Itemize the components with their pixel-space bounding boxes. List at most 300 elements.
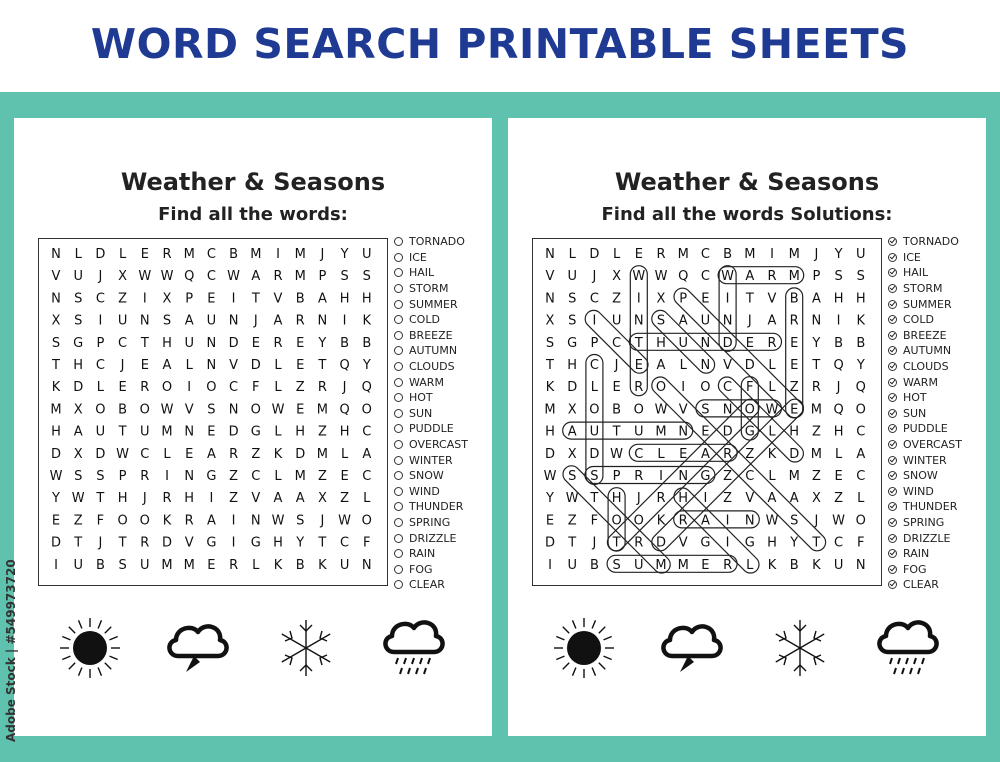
grid-letter: U — [700, 313, 711, 329]
word-item — [888, 484, 984, 500]
grid-letter: H — [117, 491, 128, 507]
circle-icon — [394, 378, 403, 387]
grid-letter: R — [273, 269, 283, 285]
grid-letter: B — [295, 291, 305, 307]
grid-letter: V — [184, 402, 194, 418]
grid-letter: J — [747, 313, 752, 329]
grid-letter: W — [543, 469, 557, 484]
grid-letter: T — [568, 535, 577, 551]
word-item — [394, 234, 490, 250]
word-label: HOT — [903, 391, 927, 405]
grid-letter: M — [316, 402, 329, 418]
word-label: CLOUDS — [409, 360, 455, 374]
grid-letter: B — [118, 402, 128, 418]
grid-letter: J — [320, 513, 325, 529]
grid-letter: C — [634, 446, 644, 462]
grid-letter: J — [342, 380, 347, 396]
word-label: WIND — [903, 484, 934, 498]
grid-letter: L — [768, 469, 776, 484]
grid-letter: R — [656, 491, 666, 507]
grid-letter: C — [140, 446, 150, 462]
grid-letter: C — [700, 269, 710, 285]
circle-icon — [394, 409, 403, 418]
grid-letter: E — [745, 335, 754, 351]
grid-letter: E — [251, 335, 260, 351]
grid-letter: S — [51, 335, 61, 351]
grid-letter: N — [633, 313, 644, 329]
grid-letter: Y — [812, 335, 821, 351]
grid-letter: I — [592, 313, 597, 329]
word-label: RAIN — [409, 547, 436, 561]
word-label: WARM — [409, 375, 444, 389]
circle-icon — [394, 580, 403, 589]
rain-cloud-icon — [380, 616, 446, 682]
grid-letter: M — [161, 557, 173, 573]
grid-letter: Z — [811, 469, 821, 484]
grid-letter: L — [118, 247, 127, 262]
checked-circle-icon — [888, 253, 897, 262]
grid-letter: L — [612, 247, 621, 262]
grid-letter: I — [770, 247, 774, 262]
grid-letter: R — [723, 446, 733, 462]
grid-letter: O — [655, 380, 667, 396]
grid-letter: B — [789, 557, 799, 573]
grid-letter: I — [725, 291, 730, 307]
word-label: DRIZZLE — [409, 531, 457, 545]
word-item — [888, 577, 984, 593]
grid-letter: P — [679, 291, 688, 307]
grid-letter: N — [250, 513, 261, 529]
grid-letter: N — [855, 557, 866, 573]
checked-circle-icon — [888, 534, 897, 543]
grid-letter: R — [162, 247, 172, 262]
word-label: SUMMER — [903, 297, 952, 311]
checked-circle-icon — [888, 300, 897, 309]
grid-letter: S — [834, 269, 843, 285]
grid-letter: C — [340, 535, 350, 551]
word-item — [394, 561, 490, 577]
grid-letter: C — [612, 335, 622, 351]
grid-letter: N — [228, 313, 239, 329]
grid-letter: V — [51, 269, 61, 285]
grid-letter: U — [339, 557, 350, 573]
grid-letter: D — [295, 446, 306, 462]
circle-icon — [394, 300, 403, 309]
grid-letter: U — [95, 424, 106, 440]
page-title: WORD SEARCH PRINTABLE SHEETS — [90, 20, 910, 68]
grid-letter: Z — [723, 469, 733, 484]
word-label: HAIL — [903, 266, 929, 280]
grid-letter: W — [654, 269, 668, 285]
grid-letter: N — [722, 313, 733, 329]
grid-letter: U — [856, 247, 866, 262]
word-label: AUTUMN — [409, 344, 458, 358]
grid-letter: N — [184, 469, 195, 484]
word-item — [394, 468, 490, 484]
word-label: PUDDLE — [409, 422, 454, 436]
grid-letter: G — [700, 469, 711, 484]
grid-letter: T — [745, 291, 754, 307]
word-label: SNOW — [903, 469, 938, 483]
word-item — [394, 452, 490, 468]
grid-letter: D — [744, 358, 755, 373]
grid-letter: H — [273, 535, 283, 551]
grid-letter: W — [765, 513, 779, 529]
grid-letter: D — [50, 446, 62, 462]
solution-highlight — [670, 285, 806, 421]
grid-letter: H — [567, 358, 578, 373]
word-item — [888, 234, 984, 250]
grid-letter: W — [138, 269, 152, 285]
grid-letter: R — [295, 313, 305, 329]
word-label: SNOW — [409, 469, 444, 483]
grid-letter: Q — [678, 269, 689, 285]
checked-circle-icon — [888, 518, 897, 527]
grid-letter: A — [206, 513, 216, 529]
grid-letter: C — [589, 358, 599, 373]
grid-letter: L — [163, 446, 171, 462]
grid-letter: H — [855, 291, 866, 307]
word-item — [394, 484, 490, 500]
circle-icon — [394, 315, 403, 324]
grid-letter: I — [836, 313, 841, 329]
grid-letter: C — [206, 247, 216, 262]
grid-letter: H — [184, 491, 195, 507]
grid-letter: J — [614, 358, 619, 373]
grid-letter: T — [96, 491, 105, 507]
grid-letter: B — [834, 335, 844, 351]
grid-letter: S — [340, 269, 349, 285]
word-item — [888, 406, 984, 422]
grid-letter: W — [160, 269, 174, 285]
grid-letter: Y — [318, 335, 327, 351]
grid-letter: U — [833, 557, 844, 573]
grid-letter: R — [811, 380, 821, 396]
grid-letter: L — [679, 358, 687, 373]
grid-letter: D — [544, 446, 556, 462]
grid-letter: B — [856, 335, 866, 351]
grid-letter: X — [567, 446, 577, 462]
grid-letter: J — [814, 247, 819, 262]
grid-letter: L — [834, 446, 843, 462]
grid-letter: A — [184, 313, 194, 329]
grid-letter: A — [162, 358, 172, 373]
grid-letter: O — [206, 380, 217, 396]
grid-letter: E — [118, 380, 127, 396]
checked-circle-icon — [888, 565, 897, 574]
grid-letter: A — [856, 446, 866, 462]
grid-letter: N — [700, 335, 711, 351]
grid-letter: D — [655, 535, 667, 551]
puzzle-sheet — [14, 118, 492, 736]
grid-letter: D — [589, 446, 600, 462]
grid-letter: W — [765, 402, 779, 418]
grid-letter: J — [592, 269, 597, 285]
grid-letter: O — [117, 513, 128, 529]
grid-letter: L — [657, 446, 665, 462]
word-item — [394, 577, 490, 593]
word-item — [394, 312, 490, 328]
grid-letter: W — [338, 513, 352, 529]
word-label: CLEAR — [903, 578, 939, 592]
word-item — [888, 343, 984, 359]
grid-letter: V — [678, 402, 688, 418]
word-item — [888, 359, 984, 375]
word-item — [888, 312, 984, 328]
grid-letter: M — [183, 557, 195, 573]
grid-letter: H — [51, 424, 61, 440]
grid-letter: J — [636, 491, 641, 507]
word-label: THUNDER — [409, 500, 464, 514]
grid-letter: E — [701, 557, 710, 573]
grid-letter: M — [183, 247, 195, 262]
grid-letter: O — [250, 402, 261, 418]
grid-letter: A — [273, 313, 283, 329]
grid-letter: L — [96, 380, 105, 396]
grid-letter: L — [857, 491, 865, 507]
word-item — [888, 328, 984, 344]
grid-letter: B — [295, 557, 305, 573]
grid-letter: S — [701, 402, 710, 418]
grid-letter: A — [295, 491, 305, 507]
grid-letter: W — [116, 446, 130, 462]
word-item — [394, 530, 490, 546]
grid-letter: C — [834, 535, 844, 551]
word-label: SUN — [903, 406, 927, 420]
grid-letter: M — [544, 402, 556, 418]
grid-letter: C — [251, 469, 261, 484]
grid-letter: E — [296, 335, 305, 351]
grid-letter: Z — [789, 380, 799, 396]
grid-letter: R — [656, 247, 666, 262]
rain-cloud-icon — [874, 616, 940, 682]
grid-letter: K — [273, 446, 283, 462]
grid-letter: H — [361, 291, 372, 307]
grid-letter: L — [252, 557, 260, 573]
grid-letter: I — [209, 491, 214, 507]
circle-icon — [394, 534, 403, 543]
grid-letter: F — [857, 535, 865, 551]
grid-letter: G — [250, 535, 261, 551]
grid-letter: L — [568, 247, 576, 262]
grid-letter: C — [362, 469, 372, 484]
checked-circle-icon — [888, 440, 897, 449]
grid-letter: H — [339, 424, 350, 440]
grid-letter: A — [206, 446, 216, 462]
word-item — [394, 515, 490, 531]
grid-letter: Q — [833, 402, 844, 418]
sheet-subtitle: Find all the words: — [158, 204, 348, 225]
grid-letter: P — [590, 335, 599, 351]
grid-letter: K — [767, 446, 777, 462]
grid-letter: S — [656, 313, 666, 329]
grid-letter: W — [632, 269, 646, 285]
grid-letter: T — [590, 491, 599, 507]
grid-letter: U — [634, 557, 644, 573]
word-label: SUMMER — [409, 297, 458, 311]
grid-letter: C — [589, 291, 599, 307]
grid-letter: U — [140, 424, 150, 440]
word-item — [888, 296, 984, 312]
grid-letter: Y — [856, 358, 865, 373]
sun-icon — [58, 616, 122, 680]
grid-letter: I — [681, 380, 686, 396]
word-item — [888, 530, 984, 546]
solution-grid-svg — [533, 239, 881, 585]
grid-letter: R — [162, 491, 172, 507]
word-label: PUDDLE — [903, 422, 948, 436]
word-item — [888, 421, 984, 437]
grid-letter: Z — [229, 491, 239, 507]
grid-letter: Z — [834, 491, 844, 507]
grid-letter: R — [317, 380, 327, 396]
grid-letter: D — [73, 380, 84, 396]
word-label: CLEAR — [409, 578, 445, 592]
circle-icon — [394, 268, 403, 277]
grid-letter: D — [161, 535, 173, 551]
grid-letter: B — [723, 247, 733, 262]
grid-letter: U — [140, 557, 150, 573]
grid-letter: G — [700, 535, 711, 551]
grid-letter: A — [811, 291, 821, 307]
circle-icon — [394, 284, 403, 293]
grid-letter: T — [251, 291, 260, 307]
grid-letter: U — [589, 424, 600, 440]
grid-letter: Z — [251, 446, 261, 462]
grid-letter: Z — [118, 291, 128, 307]
checked-circle-icon — [888, 378, 897, 387]
grid-letter: H — [73, 358, 84, 373]
grid-letter: G — [250, 424, 261, 440]
grid-letter: K — [812, 557, 821, 573]
grid-letter: U — [362, 247, 372, 262]
grid-letter: X — [612, 269, 622, 285]
grid-letter: M — [294, 269, 306, 285]
word-label: BREEZE — [409, 328, 453, 342]
word-label: COLD — [409, 313, 440, 327]
solution-highlight — [786, 288, 803, 418]
grid-letter: E — [140, 247, 149, 262]
grid-letter: L — [274, 424, 282, 440]
word-label: WINTER — [409, 453, 453, 467]
checked-circle-icon — [888, 424, 897, 433]
grid-letter: I — [231, 535, 236, 551]
grid-letter: R — [634, 535, 644, 551]
grid-letter: B — [362, 335, 372, 351]
grid-letter: I — [54, 557, 58, 573]
grid-letter: A — [745, 269, 755, 285]
grid-letter: M — [810, 402, 823, 418]
grid-letter: J — [814, 513, 819, 529]
grid-letter: W — [610, 446, 624, 462]
circle-icon — [394, 565, 403, 574]
word-label: FOG — [903, 562, 927, 576]
word-item — [888, 546, 984, 562]
grid-letter: O — [855, 513, 866, 529]
grid-letter: C — [95, 358, 105, 373]
grid-letter: D — [95, 247, 106, 262]
grid-letter: J — [592, 535, 597, 551]
grid-letter: I — [165, 469, 169, 484]
grid-letter: M — [655, 424, 667, 440]
grid-letter: J — [142, 491, 147, 507]
solution-word-list — [888, 234, 984, 593]
grid-letter: T — [318, 535, 327, 551]
grid-letter: I — [725, 513, 730, 529]
grid-letter: X — [656, 291, 666, 307]
grid-letter: F — [96, 513, 105, 529]
word-item — [888, 561, 984, 577]
word-item — [394, 296, 490, 312]
word-label: WARM — [903, 375, 938, 389]
grid-letter: X — [73, 446, 83, 462]
word-label: OVERCAST — [409, 438, 468, 452]
checked-circle-icon — [888, 393, 897, 402]
grid-letter: V — [745, 491, 755, 507]
grid-letter: L — [363, 491, 371, 507]
circle-icon — [394, 471, 403, 480]
grid-letter: Z — [723, 491, 733, 507]
grid-letter: O — [589, 402, 600, 418]
grid-letter: T — [634, 335, 643, 351]
grid-letter: T — [318, 358, 327, 373]
grid-letter: L — [340, 446, 349, 462]
grid-letter: Z — [317, 469, 327, 484]
word-label: SPRING — [409, 515, 451, 529]
grid-letter: R — [184, 513, 194, 529]
grid-letter: S — [207, 402, 216, 418]
grid-letter: Q — [339, 358, 350, 373]
grid-letter: V — [723, 358, 733, 373]
word-label: SPRING — [903, 515, 945, 529]
grid-letter: C — [95, 291, 105, 307]
grid-letter: Z — [295, 380, 305, 396]
grid-letter: C — [118, 335, 128, 351]
word-label: DRIZZLE — [903, 531, 951, 545]
grid-letter: S — [118, 557, 127, 573]
grid-letter: V — [545, 269, 555, 285]
word-label: BREEZE — [903, 328, 947, 342]
grid-letter: D — [722, 335, 733, 351]
grid-letter: H — [162, 335, 172, 351]
word-label: OVERCAST — [903, 438, 962, 452]
grid-letter: Z — [73, 513, 83, 529]
grid-letter: F — [746, 380, 754, 396]
circle-icon — [394, 440, 403, 449]
grid-letter: C — [745, 469, 755, 484]
stock-watermark: Adobe Stock | #549973720 — [4, 559, 18, 742]
solution-sheet — [508, 118, 986, 736]
storm-cloud-icon — [164, 616, 230, 680]
grid-letter: D — [95, 446, 106, 462]
checked-circle-icon — [888, 362, 897, 371]
grid-letter: M — [50, 402, 62, 418]
grid-letter: E — [701, 291, 710, 307]
grid-letter: U — [567, 269, 577, 285]
grid-letter: B — [340, 335, 350, 351]
grid-letter: Q — [855, 380, 866, 396]
solution-highlight — [607, 555, 737, 572]
grid-letter: Z — [340, 491, 350, 507]
grid-letter: R — [678, 513, 688, 529]
grid-letter: G — [567, 335, 578, 351]
grid-letter: M — [294, 469, 306, 484]
grid-letter: D — [567, 380, 578, 396]
word-item — [394, 499, 490, 515]
grid-letter: E — [545, 513, 555, 529]
word-item — [888, 265, 984, 281]
solution-highlight — [586, 355, 603, 485]
